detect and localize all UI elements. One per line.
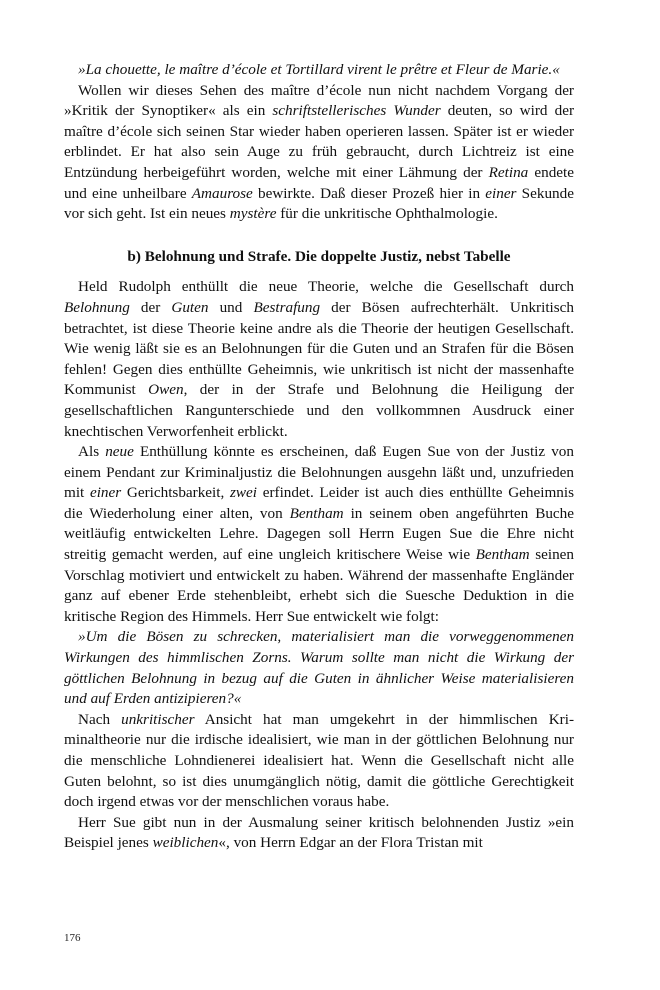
emphasis-text: schriftstellerisches Wunder	[272, 102, 441, 120]
emphasis-text: Owen	[148, 381, 184, 399]
text-run: Herr Sue gibt nun in der Ausmalung seiner kritisch belohnenden Justiz »ein Beispiel jenes	[64, 813, 574, 852]
text-run: «, von Herrn Edgar an der Flora Tristan mit	[218, 834, 483, 852]
body-paragraph	[64, 81, 574, 225]
emphasis-text: einer	[89, 484, 122, 502]
quote-paragraph	[64, 627, 574, 709]
page-number: 176	[64, 932, 81, 944]
emphasis-text: Bentham	[289, 504, 344, 522]
body-paragraph	[64, 813, 574, 854]
text-run: Enthüllung könnte es erscheinen, daß Eugen Sue von der Justiz von einem Pendant zur Kriminaljustiz die Belohnungen ausgehn läßt und, unzufrieden mit	[64, 443, 574, 502]
text-run: bewirkte. Daß dieser Prozeß hier in	[252, 184, 486, 202]
emphasis-text: Guten	[171, 298, 209, 316]
emphasis-text: Retina	[488, 163, 529, 181]
text-run: erfindet. Leider ist auch dies enthüllte Geheimnis die Wiederholung einer alten, von	[64, 484, 574, 522]
text-run: der Bösen aufrechterhält. Unkritisch betrachtet, ist diese Theorie keine andre als die Theorie der heutigen Gesellschaft. Wie wenig läßt sie es an Belohnungen für die Guten und an Strafen für die Bösen fehlen! Gegen dies enthüllte Geheimnis, wie unkritisch ist nicht der massenhafte Kommunist	[64, 298, 574, 399]
text-run: deuten, so wird der maître d’école sich seinen Star wieder haben operieren lassen. Später ist er wieder erblindet. Er hat also sein Auge zu früh gebraucht, durch Lichtreiz ist eine Entzündung herbeigeführt worden, welche mit einer Lähmung der	[64, 102, 575, 181]
emphasis-text: mystère	[229, 205, 277, 223]
page-body	[64, 60, 574, 854]
emphasis-text: Belohnung	[64, 298, 130, 316]
emphasis-text: »Um die Bösen zu schrecken, materialisiert man die vorweggenommenen Wirkungen des himmlischen Zorns. Warum sollte man nicht die Wirkung der göttlichen Belohnung in bezug auf die Guten in ähnlicher Weise materialisieren und auf Erden antizipieren?«	[64, 628, 574, 708]
emphasis-text: Bestrafung	[253, 298, 321, 316]
text-run: Sekunde vor sich geht. Ist ein neues	[64, 184, 574, 223]
quote-paragraph	[64, 60, 574, 81]
text-run: , der in der Strafe und Belohnung die Heiligung der gesellschaftlichen Rangunterschiede und den vollkommnen Ausdruck einer knechtischen Verworfenheit erblickt.	[64, 381, 575, 440]
body-paragraph	[64, 710, 574, 813]
emphasis-text: »La chouette, le maître d’école et Tortillard virent le prêtre et Fleur de Marie.«	[78, 61, 560, 78]
emphasis-text: Amaurose	[191, 184, 253, 202]
text-run: endete und eine unheilbare	[64, 163, 575, 202]
text-run: in seinem oben angeführten Buche weitläufig entwickelten Lehre. Dagegen soll Herrn Eugen Sue die Ehre nicht streitig gemacht werden, auf eine ungleich kritischere Weise wie	[64, 504, 574, 564]
emphasis-text: zwei	[230, 484, 258, 502]
emphasis-text: neue	[105, 443, 134, 461]
text-run: Ansicht hat man umgekehrt in der himmlischen Kriminaltheorie nur die irdische idealisiert, wie man in der göttlichen Belohnung nur die menschliche Lohndienerei idealisiert hat. Wenn die Gesellschaft nicht alle Guten belohnt, so ist dies unumgänglich nötig, damit die göttliche Gerechtigkeit doch irgend etwas vor der menschlichen voraus habe.	[64, 710, 575, 811]
text-run: seinen Vorschlag motiviert und entwickelt zu haben. Während der massenhafte Engländer ganz auf ebener Erde stehenbleibt, erhebt sich die Suesche Deduktion in die kritische Region des Himmels. Herr Sue entwickelt wie folgt:	[64, 546, 575, 625]
text-run: für die unkritische Ophthalmologie.	[276, 205, 498, 223]
emphasis-text: unkritischer	[121, 710, 195, 728]
text-run: Als	[78, 443, 106, 461]
text-run: Gerichtsbarkeit,	[121, 484, 230, 502]
emphasis-text: einer	[485, 184, 517, 202]
text-run: der	[129, 298, 172, 316]
emphasis-text: weiblichen	[152, 834, 219, 852]
body-paragraph	[64, 277, 574, 442]
text-run: Nach	[78, 710, 122, 728]
text-run: Wollen wir dieses Sehen des maître d’école nun nicht nachdem Vorgang der »Kritik der Synoptiker« als ein	[64, 81, 574, 120]
text-run: und	[208, 298, 254, 316]
section-heading: b) Belohnung und Strafe. Die doppelte Justiz, nebst Tabelle	[127, 247, 511, 265]
body-paragraph	[64, 442, 574, 627]
text-run: Held Rudolph enthüllt die neue Theorie, welche die Gesellschaft durch	[78, 278, 574, 296]
emphasis-text: Bentham	[475, 546, 530, 564]
